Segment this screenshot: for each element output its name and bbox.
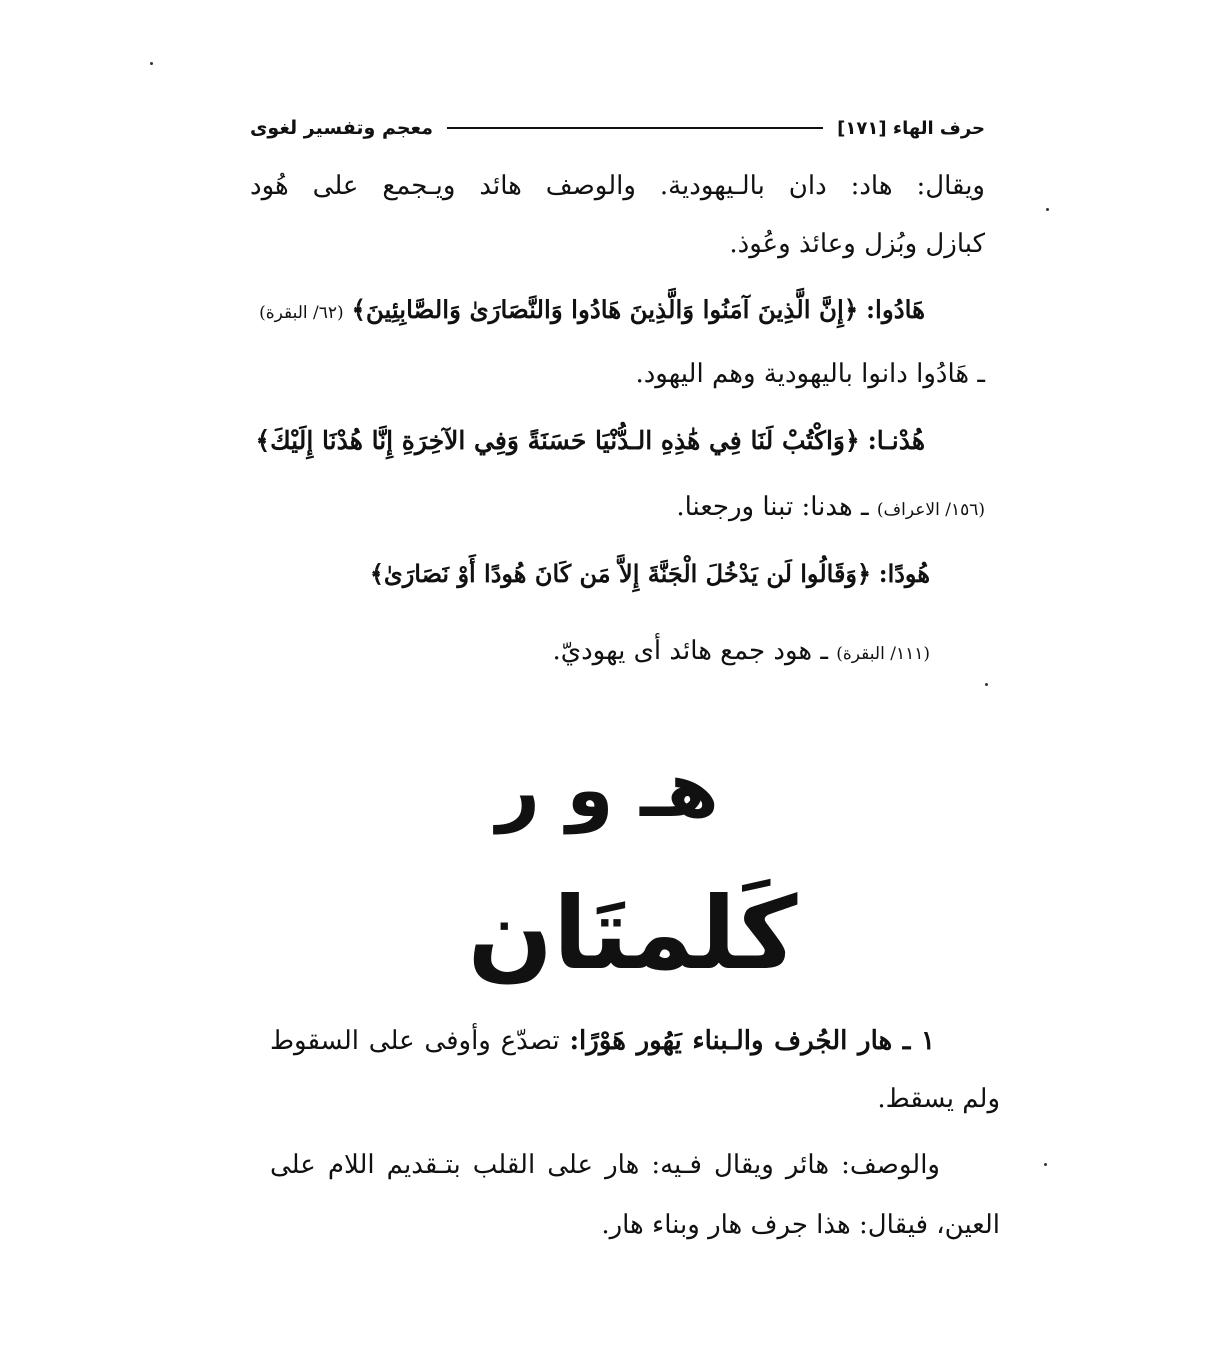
verse-reference: (١١١/ البقرة) [836, 644, 930, 664]
entry-word: هَادُوا: [866, 295, 925, 324]
definition-line [270, 1012, 935, 1070]
text-line: العين، فيقال: هذا جرف هار وبناء هار. [601, 1210, 1000, 1240]
book-title: معجم وتفسير لغوى [250, 117, 434, 139]
entry-hudan [370, 545, 930, 603]
entry-line [370, 545, 930, 603]
entry-word: هُودًا: [878, 559, 930, 588]
scan-speck [1044, 1163, 1047, 1166]
gloss-line: ـ هَادُوا دانوا باليهودية وهم اليهود. [635, 359, 985, 389]
word-count-heading: كَلمتَان [467, 875, 798, 992]
entry-hadu-gloss [255, 345, 985, 403]
quran-quote: ﴿وَقَالُوا لَن يَدْخُلَ الْجَنَّةَ إِلاَّ مَن كَانَ هُودًا أَوْ نَصَارَىٰ﴾ [369, 559, 872, 588]
entry-hadu [255, 282, 925, 341]
text-line: كبازل وبُزل وعائذ وعُوذ. [729, 229, 985, 259]
entry-line [255, 412, 925, 470]
definition-text: تصدّع وأوفى على السقوط [270, 1026, 560, 1056]
definition-head: ١ ـ هار الجُرف والـبناء يَهُور هَوْرًا: [569, 1026, 936, 1056]
definition-hara-cont [270, 1070, 1000, 1128]
text-line: والوصف: هائر ويقال فـيه: هار على القلب بتـقديم اللام على [270, 1150, 940, 1180]
scan-speck [1046, 208, 1049, 211]
gloss-line [500, 622, 930, 683]
gloss-text: ـ هود جمع هائد أى يهوديّ. [552, 636, 828, 666]
entry-hudna [255, 412, 925, 470]
entry-hudan-gloss [500, 622, 930, 683]
scan-speck [150, 62, 153, 65]
text-line: ويقال: هاد: دان بالـيهودية. والوصف هائد ويـجمع على هُود [250, 171, 985, 201]
gloss-text: ـ هدنا: تبنا ورجعنا. [676, 492, 869, 522]
entry-line [255, 282, 925, 341]
entry-hudna-gloss [255, 478, 985, 539]
verse-reference: (١٥٦/ الاعراف) [876, 500, 985, 520]
quran-quote: ﴿إِنَّ الَّذِينَ آمَنُوا وَالَّذِينَ هَادُوا وَالنَّصَارَىٰ وَالصَّابِئِينَ﴾ [351, 295, 859, 324]
section-page-label: حرف الهاء [١٧١] [837, 117, 985, 139]
definition-line: ولم يسقط. [877, 1084, 1000, 1114]
scan-speck [985, 683, 988, 686]
gloss-line [255, 478, 985, 539]
running-header [250, 112, 985, 144]
verse-reference: (٦٢/ البقرة) [259, 303, 344, 323]
quran-quote: ﴿وَاكْتُبْ لَنَا فِي هَٰذِهِ الـدُّنْيَا حَسَنَةً وَفِي الآخِرَةِ إِنَّا هُدْنَا إِلَيْكَ﴾ [255, 426, 860, 455]
paragraph-haer [270, 1136, 940, 1194]
paragraph-hud [250, 157, 985, 273]
header-rule [447, 127, 823, 129]
entry-word: هُدْنـا: [867, 426, 925, 455]
definition-hara [270, 1012, 935, 1070]
root-heading: هـ و ر [496, 745, 719, 834]
paragraph-haer-cont [270, 1196, 1000, 1254]
